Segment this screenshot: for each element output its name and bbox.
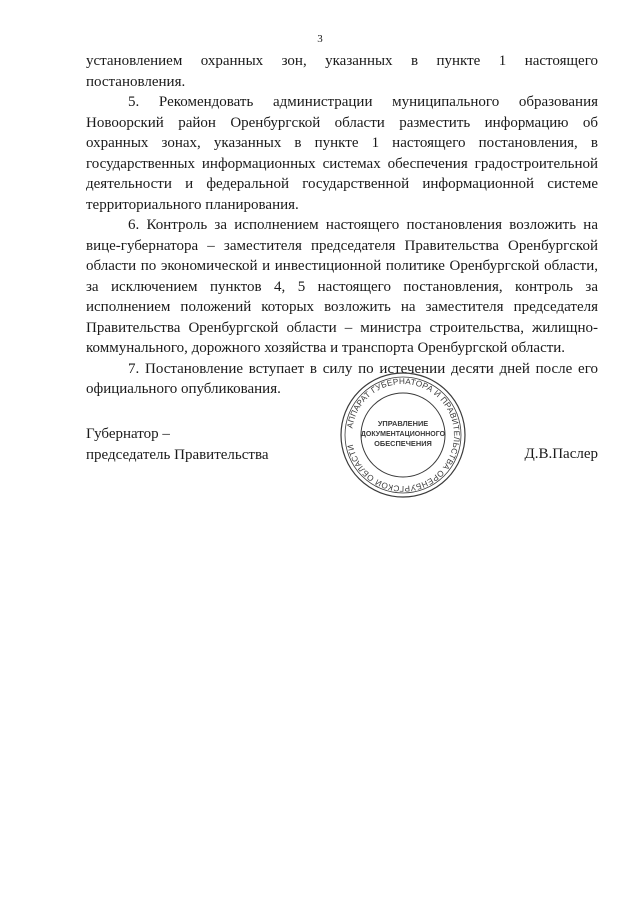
paragraph-continuation: установлением охранных зон, указанных в пункте 1 настоящего постановления. (86, 53, 598, 90)
signatory-title-line1: Губернатор – (86, 426, 170, 442)
paragraph-5: 5. Рекомендовать администрации муниципального образования Новоорский район Оренбургской области разместить информацию об охранных зонах, указанных в пункте 1 настоящего постановления, в государственных информационных системах обеспечения градостроительной деятельности и федеральной государственной информационной системе территориального планирования. (86, 94, 598, 213)
official-stamp (339, 371, 467, 499)
stamp-line-3: ОБЕСПЕЧЕНИЯ (374, 439, 432, 448)
signatory-title (86, 424, 269, 465)
stamp-line-2: ДОКУМЕНТАЦИОННОГО (360, 431, 446, 438)
document-body (86, 51, 598, 400)
signatory-title-line2: председатель Правительства (86, 446, 269, 463)
signatory-name: Д.В.Паслер (524, 446, 598, 462)
paragraph-6: 6. Контроль за исполнением настоящего постановления возложить на вице-губернатора – заместителя председателя Правительства Оренбургской области по экономической и инвестиционной политике Оренбургской области, за исключением пунктов 4, 5 настоящего постановления, контроль за исполнением положений которых возложить на заместителя председателя Правительства Оренбургской области – министра строительства, жилищно-коммунального, дорожного хозяйства и транспорта Оренбургской области. (86, 217, 598, 356)
paragraph-7: 7. Постановление вступает в силу по истечении десяти дней после его официального опубликования. (86, 360, 598, 397)
stamp-line-1: УПРАВЛЕНИЕ (377, 419, 429, 428)
page-number: 3 (317, 33, 323, 45)
stamp-ring-text: АППАРАТ ГУБЕРНАТОРА И ПРАВИТЕЛЬСТВА ОРЕНБУРГСКОЙ ОБЛАСТИ (345, 376, 462, 494)
